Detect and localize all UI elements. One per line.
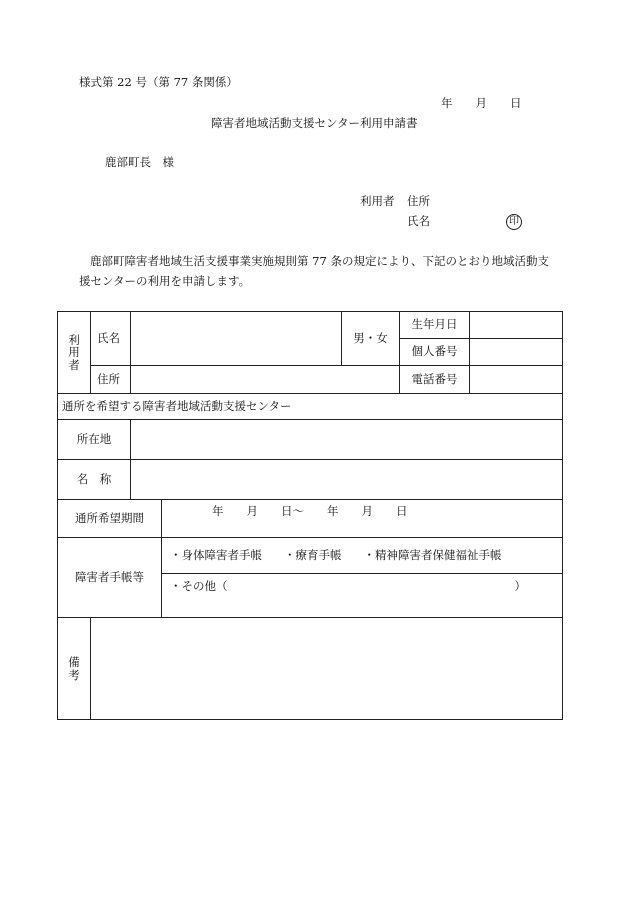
remarks-label: 備 考 bbox=[58, 618, 91, 720]
remarks-field[interactable] bbox=[91, 618, 563, 720]
form-number: 様式第 22 号（第 77 条関係） bbox=[79, 75, 238, 89]
personal-number-label: 個人番号 bbox=[400, 339, 470, 366]
user-label: 利 用 者 bbox=[58, 312, 91, 394]
row-center-name bbox=[58, 460, 563, 500]
phone-field[interactable] bbox=[470, 366, 563, 394]
row-center-header bbox=[58, 394, 563, 420]
row-location bbox=[58, 420, 563, 460]
seal-icon: 印 bbox=[506, 214, 522, 230]
option-physical[interactable]: ・身体障害者手帳 bbox=[170, 547, 262, 562]
phone-label: 電話番号 bbox=[400, 366, 470, 394]
other-close: ） bbox=[514, 579, 526, 593]
birthdate-field[interactable] bbox=[470, 312, 563, 339]
handbook-other[interactable] bbox=[162, 574, 563, 618]
other-open: ・その他（ bbox=[170, 579, 228, 593]
gender-select[interactable]: 男・女 bbox=[342, 312, 400, 366]
body-text-line2: 援センターの利用を申請します。 bbox=[79, 274, 251, 288]
center-name-label: 名 称 bbox=[58, 460, 131, 500]
name-field[interactable] bbox=[131, 312, 342, 366]
body-text-line1: 鹿部町障害者地域生活支援事業実施規則第 77 条の規定により、下記のとおり地域活動支 bbox=[90, 254, 549, 268]
seal-mark bbox=[506, 214, 522, 230]
location-label: 所在地 bbox=[58, 420, 131, 460]
center-header: 通所を希望する障害者地域活動支援センター bbox=[58, 394, 563, 420]
center-name-field[interactable] bbox=[131, 460, 563, 500]
handbook-options bbox=[162, 538, 563, 574]
applicant-address-label: 住所 bbox=[407, 194, 430, 208]
birthdate-label: 生年月日 bbox=[400, 312, 470, 339]
location-field[interactable] bbox=[131, 420, 563, 460]
row-period bbox=[58, 500, 563, 538]
period-label: 通所希望期間 bbox=[58, 500, 162, 538]
row-address bbox=[58, 366, 563, 394]
row-handbook-options bbox=[58, 538, 563, 574]
form-title: 障害者地域活動支援センター利用申請書 bbox=[211, 116, 418, 130]
address-label: 住所 bbox=[91, 366, 131, 394]
date-line: 年 月 日 bbox=[441, 96, 522, 110]
handbook-label: 障害者手帳等 bbox=[58, 538, 162, 618]
applicant-name-label: 氏名 bbox=[407, 214, 430, 228]
personal-number-field[interactable] bbox=[470, 339, 563, 366]
recipient: 鹿部町長 様 bbox=[105, 155, 174, 169]
applicant-role: 利用者 bbox=[360, 194, 395, 208]
row-name bbox=[58, 312, 563, 339]
option-ryoiku[interactable]: ・療育手帳 bbox=[284, 547, 342, 562]
option-mental[interactable]: ・精神障害者保健福祉手帳 bbox=[363, 547, 502, 562]
address-field[interactable] bbox=[131, 366, 400, 394]
name-label: 氏名 bbox=[91, 312, 131, 366]
period-field[interactable]: 年 月 日～ 年 月 日 bbox=[162, 500, 563, 538]
application-table bbox=[57, 311, 563, 720]
row-remarks bbox=[58, 618, 563, 720]
